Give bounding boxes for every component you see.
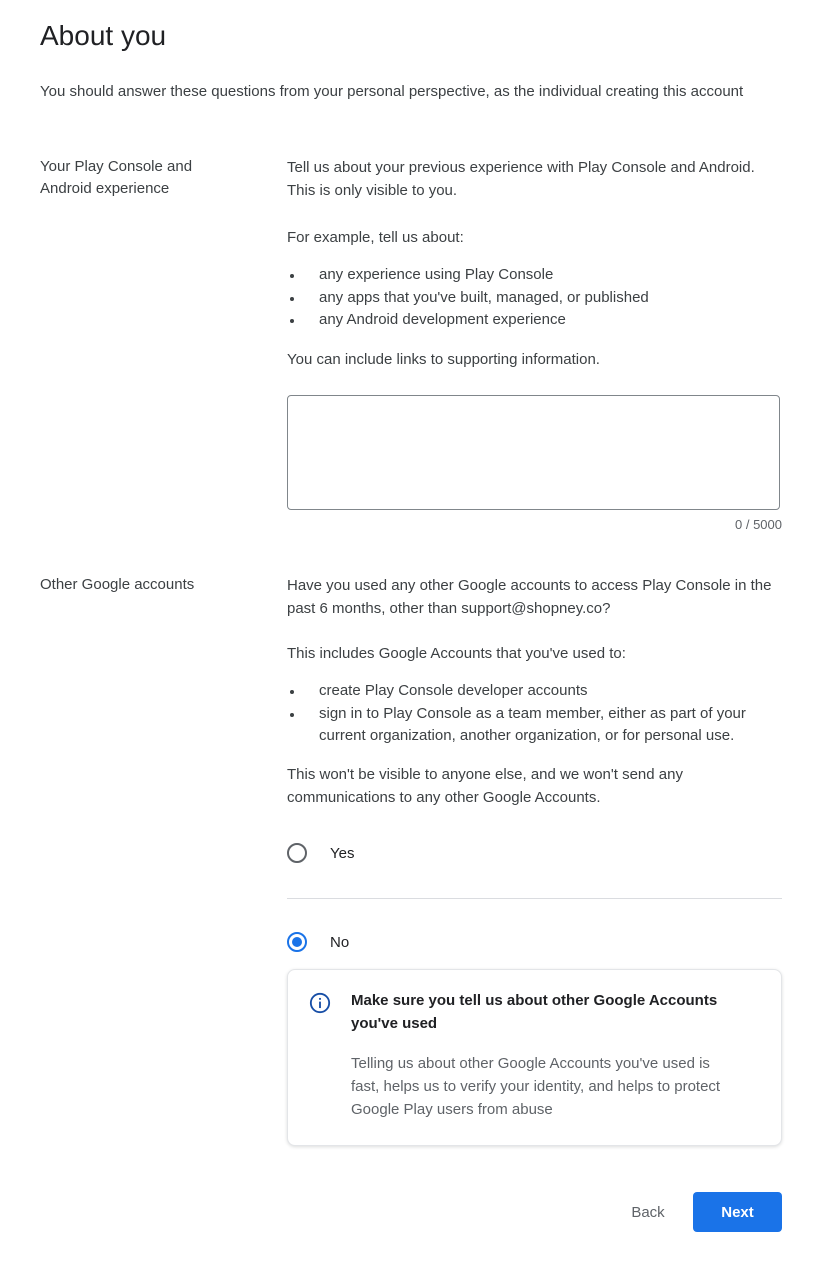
other-accounts-privacy-note: This won't be visible to anyone else, and we won't send any communications to any other Google Accounts. xyxy=(287,765,683,806)
other-accounts-section-content xyxy=(287,574,782,809)
next-button[interactable]: Next xyxy=(693,1192,782,1232)
other-accounts-section-label: Other Google accounts xyxy=(40,576,195,593)
radio-option-no[interactable] xyxy=(287,930,349,954)
list-item: any apps that you've built, managed, or published xyxy=(287,287,782,310)
info-icon xyxy=(309,992,331,1014)
no-radio-button[interactable] xyxy=(287,932,307,952)
experience-example-intro: For example, tell us about: xyxy=(287,229,464,246)
info-card-title: Make sure you tell us about other Google Accounts you've used xyxy=(351,992,718,1032)
yes-radio-label[interactable]: Yes xyxy=(330,844,355,862)
experience-description: Tell us about your previous experience with Play Console and Android. This is only visible to you. xyxy=(287,159,755,199)
experience-examples-list xyxy=(287,264,782,332)
character-counter: 0 / 5000 xyxy=(735,517,782,532)
experience-textarea[interactable] xyxy=(287,395,780,510)
yes-radio-button[interactable] xyxy=(287,843,307,863)
other-accounts-includes-list xyxy=(287,680,782,748)
no-radio-label[interactable]: No xyxy=(330,933,350,951)
experience-links-note: You can include links to supporting information. xyxy=(287,350,600,368)
list-item: any experience using Play Console xyxy=(287,264,782,287)
options-divider xyxy=(287,898,782,899)
back-button[interactable]: Back xyxy=(618,1192,678,1232)
list-item: sign in to Play Console as a team member, either as part of your current organization, another organization, or for personal use. xyxy=(287,703,782,748)
experience-section-label: Your Play Console and Android experience xyxy=(40,158,193,197)
page-intro: You should answer these questions from your personal perspective, as the individual creating this account xyxy=(40,83,744,100)
list-item: create Play Console developer accounts xyxy=(287,680,782,703)
info-card xyxy=(287,969,782,1146)
info-card-body: Telling us about other Google Accounts you've used is fast, helps us to verify your identity, and helps to protect Google Play users from abuse xyxy=(351,1055,721,1118)
experience-section-content xyxy=(287,156,782,371)
other-accounts-includes-intro: This includes Google Accounts that you've used to: xyxy=(287,645,626,662)
list-item: any Android development experience xyxy=(287,309,782,332)
radio-option-yes[interactable] xyxy=(287,841,354,865)
other-accounts-question: Have you used any other Google accounts to access Play Console in the past 6 months, other than support@shopney.co? xyxy=(287,577,772,617)
page-title: About you xyxy=(40,20,167,51)
